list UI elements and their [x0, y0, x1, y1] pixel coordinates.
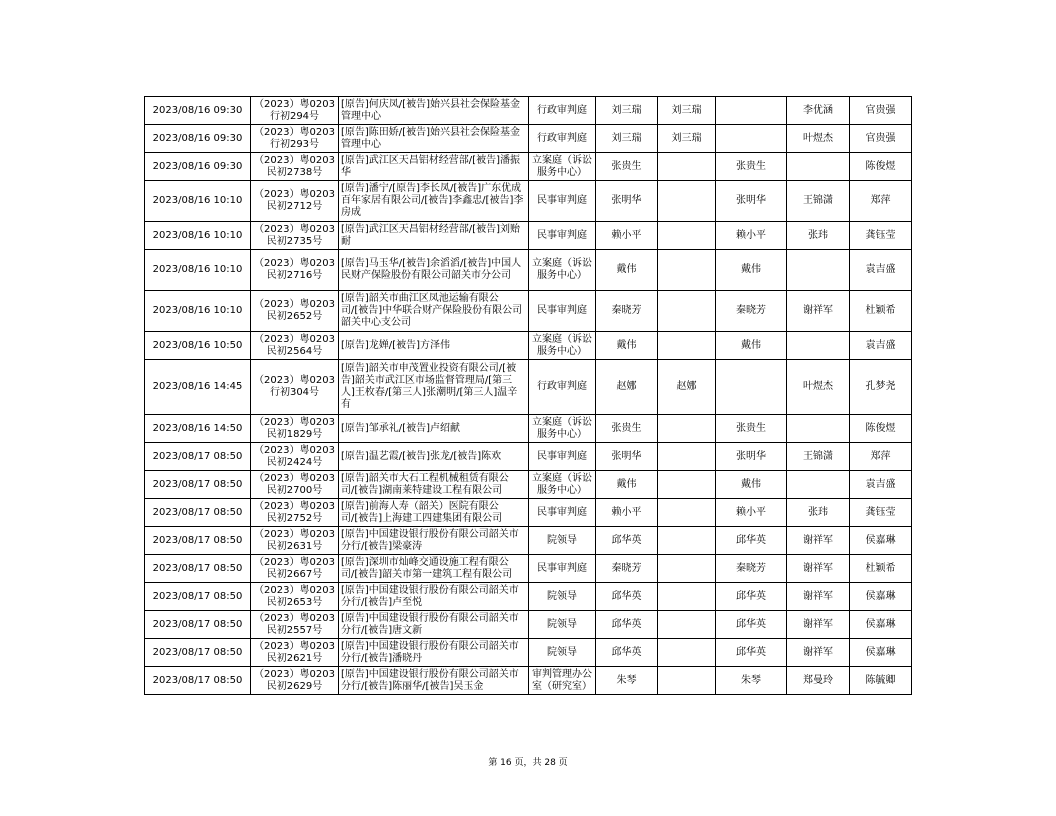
judge-cell-2 — [716, 360, 787, 415]
case-number-cell: （2023）粤0203民初2424号 — [251, 443, 339, 471]
case-number-cell: （2023）粤0203民初2700号 — [251, 471, 339, 499]
presiding-judge-cell: 张明华 — [596, 443, 658, 471]
parties-cell: [原告]中国建设银行股份有限公司韶关市分行/[被告]唐文新 — [339, 611, 529, 639]
tribunal-cell: 院领导 — [529, 639, 596, 667]
judge-cell-2: 戴伟 — [716, 332, 787, 360]
tribunal-cell: 审判管理办公室（研究室） — [529, 667, 596, 695]
table-row — [145, 667, 912, 695]
case-number-cell: （2023）粤0203民初2564号 — [251, 332, 339, 360]
table-row — [145, 291, 912, 332]
parties-cell: [原告]龙婵/[被告]方泽伟 — [339, 332, 529, 360]
hearing-time-cell: 2023/08/16 10:10 — [145, 291, 251, 332]
table-row — [145, 181, 912, 222]
judge-cell — [658, 471, 716, 499]
judge-cell-2: 秦晓芳 — [716, 291, 787, 332]
case-number-cell: （2023）粤0203民初2667号 — [251, 555, 339, 583]
case-number-cell: （2023）粤0203民初2752号 — [251, 499, 339, 527]
presiding-judge-cell: 张贵生 — [596, 153, 658, 181]
tribunal-cell: 院领导 — [529, 527, 596, 555]
assessor-cell: 叶煜杰 — [787, 125, 850, 153]
judge-cell — [658, 222, 716, 250]
clerk-cell: 侯嘉琳 — [850, 639, 912, 667]
judge-cell-2: 戴伟 — [716, 471, 787, 499]
clerk-cell: 陈毓卿 — [850, 667, 912, 695]
table-row — [145, 250, 912, 291]
clerk-cell: 官贵强 — [850, 97, 912, 125]
parties-cell: [原告]深圳市灿峰交通设施工程有限公司/[被告]韶关市第一建筑工程有限公司 — [339, 555, 529, 583]
judge-cell: 赵娜 — [658, 360, 716, 415]
judge-cell — [658, 583, 716, 611]
clerk-cell: 袁吉盛 — [850, 471, 912, 499]
hearing-time-cell: 2023/08/17 08:50 — [145, 527, 251, 555]
hearing-time-cell: 2023/08/16 09:30 — [145, 97, 251, 125]
case-number-cell: （2023）粤0203民初2631号 — [251, 527, 339, 555]
judge-cell-2: 邱华英 — [716, 611, 787, 639]
judge-cell — [658, 415, 716, 443]
judge-cell — [658, 527, 716, 555]
case-number-cell: （2023）粤0203民初2621号 — [251, 639, 339, 667]
assessor-cell: 谢祥军 — [787, 611, 850, 639]
presiding-judge-cell: 赖小平 — [596, 222, 658, 250]
tribunal-cell: 民事审判庭 — [529, 291, 596, 332]
parties-cell: [原告]韶关市曲江区凤池运输有限公司/[被告]中华联合财产保险股份有限公司韶关中心支公司 — [339, 291, 529, 332]
parties-cell: [原告]中国建设银行股份有限公司韶关市分行/[被告]潘晓丹 — [339, 639, 529, 667]
tribunal-cell: 立案庭（诉讼服务中心） — [529, 471, 596, 499]
judge-cell — [658, 153, 716, 181]
hearing-time-cell: 2023/08/16 10:50 — [145, 332, 251, 360]
presiding-judge-cell: 戴伟 — [596, 471, 658, 499]
judge-cell — [658, 291, 716, 332]
case-number-cell: （2023）粤0203行初304号 — [251, 360, 339, 415]
assessor-cell: 叶煜杰 — [787, 360, 850, 415]
tribunal-cell: 立案庭（诉讼服务中心） — [529, 415, 596, 443]
judge-cell-2: 邱华英 — [716, 527, 787, 555]
clerk-cell: 龚钰莹 — [850, 222, 912, 250]
judge-cell-2: 邱华英 — [716, 583, 787, 611]
case-number-cell: （2023）粤0203民初2652号 — [251, 291, 339, 332]
tribunal-cell: 民事审判庭 — [529, 222, 596, 250]
judge-cell-2: 秦晓芳 — [716, 555, 787, 583]
table-row — [145, 583, 912, 611]
judge-cell-2 — [716, 97, 787, 125]
judge-cell — [658, 639, 716, 667]
judge-cell-2: 赖小平 — [716, 499, 787, 527]
parties-cell: [原告]中国建设银行股份有限公司韶关市分行/[被告]梁豪涛 — [339, 527, 529, 555]
judge-cell-2: 戴伟 — [716, 250, 787, 291]
clerk-cell: 侯嘉琳 — [850, 527, 912, 555]
page-footer: 第 16 页，共 28 页 — [488, 758, 568, 768]
tribunal-cell: 行政审判庭 — [529, 360, 596, 415]
table-row — [145, 332, 912, 360]
judge-cell-2: 邱华英 — [716, 639, 787, 667]
tribunal-cell: 民事审判庭 — [529, 555, 596, 583]
table-row — [145, 499, 912, 527]
table-row — [145, 443, 912, 471]
case-number-cell: （2023）粤0203民初2557号 — [251, 611, 339, 639]
assessor-cell: 谢祥军 — [787, 555, 850, 583]
hearing-time-cell: 2023/08/17 08:50 — [145, 611, 251, 639]
judge-cell — [658, 611, 716, 639]
presiding-judge-cell: 张贵生 — [596, 415, 658, 443]
clerk-cell: 杜颖希 — [850, 291, 912, 332]
judge-cell-2: 张贵生 — [716, 153, 787, 181]
judge-cell-2: 赖小平 — [716, 222, 787, 250]
assessor-cell — [787, 153, 850, 181]
table-row — [145, 527, 912, 555]
presiding-judge-cell: 邱华英 — [596, 639, 658, 667]
parties-cell: [原告]陈田娇/[被告]始兴县社会保险基金管理中心 — [339, 125, 529, 153]
table-row — [145, 125, 912, 153]
assessor-cell: 郑曼玲 — [787, 667, 850, 695]
table-row — [145, 97, 912, 125]
parties-cell: [原告]前海人寿（韶关）医院有限公司/[被告]上海建工四建集团有限公司 — [339, 499, 529, 527]
case-number-cell: （2023）粤0203民初2653号 — [251, 583, 339, 611]
assessor-cell: 谢祥军 — [787, 527, 850, 555]
case-number-cell: （2023）粤0203民初2735号 — [251, 222, 339, 250]
judge-cell-2: 朱琴 — [716, 667, 787, 695]
tribunal-cell: 民事审判庭 — [529, 181, 596, 222]
parties-cell: [原告]武江区天昌铝材经营部/[被告]潘振华 — [339, 153, 529, 181]
judge-cell — [658, 332, 716, 360]
assessor-cell: 张玮 — [787, 499, 850, 527]
case-number-cell: （2023）粤0203行初293号 — [251, 125, 339, 153]
judge-cell-2: 张贵生 — [716, 415, 787, 443]
tribunal-cell: 立案庭（诉讼服务中心） — [529, 250, 596, 291]
presiding-judge-cell: 秦晓芳 — [596, 291, 658, 332]
parties-cell: [原告]韶关市申茂置业投资有限公司/[被告]韶关市武江区市场监督管理局/[第三人]王枚春/[第三人]张潮明/[第三人]温辛有 — [339, 360, 529, 415]
judge-cell — [658, 499, 716, 527]
assessor-cell — [787, 250, 850, 291]
hearing-time-cell: 2023/08/17 08:50 — [145, 667, 251, 695]
clerk-cell: 孔梦尧 — [850, 360, 912, 415]
tribunal-cell: 立案庭（诉讼服务中心） — [529, 153, 596, 181]
assessor-cell: 张玮 — [787, 222, 850, 250]
presiding-judge-cell: 邱华英 — [596, 611, 658, 639]
case-number-cell: （2023）粤0203民初2738号 — [251, 153, 339, 181]
presiding-judge-cell: 赵娜 — [596, 360, 658, 415]
clerk-cell: 陈俊煜 — [850, 415, 912, 443]
case-number-cell: （2023）粤0203行初294号 — [251, 97, 339, 125]
presiding-judge-cell: 秦晓芳 — [596, 555, 658, 583]
presiding-judge-cell: 赖小平 — [596, 499, 658, 527]
case-number-cell: （2023）粤0203民初2712号 — [251, 181, 339, 222]
hearing-time-cell: 2023/08/17 08:50 — [145, 499, 251, 527]
judge-cell: 刘三瑞 — [658, 97, 716, 125]
table-row — [145, 222, 912, 250]
table-body — [145, 97, 912, 695]
table-row — [145, 639, 912, 667]
assessor-cell: 谢祥军 — [787, 291, 850, 332]
tribunal-cell: 民事审判庭 — [529, 443, 596, 471]
parties-cell: [原告]何庆凤/[被告]始兴县社会保险基金管理中心 — [339, 97, 529, 125]
tribunal-cell: 院领导 — [529, 583, 596, 611]
hearing-time-cell: 2023/08/16 14:45 — [145, 360, 251, 415]
clerk-cell: 袁吉盛 — [850, 332, 912, 360]
clerk-cell: 袁吉盛 — [850, 250, 912, 291]
clerk-cell: 杜颖希 — [850, 555, 912, 583]
hearing-time-cell: 2023/08/16 10:10 — [145, 222, 251, 250]
hearing-time-cell: 2023/08/16 09:30 — [145, 125, 251, 153]
table-row — [145, 611, 912, 639]
judge-cell-2: 张明华 — [716, 181, 787, 222]
parties-cell: [原告]潘宁/[原告]李长凤/[被告]广东优成百年家居有限公司/[被告]李鑫忠/[被告]李房成 — [339, 181, 529, 222]
case-number-cell: （2023）粤0203民初1829号 — [251, 415, 339, 443]
clerk-cell: 官贵强 — [850, 125, 912, 153]
case-number-cell: （2023）粤0203民初2716号 — [251, 250, 339, 291]
hearing-time-cell: 2023/08/17 08:50 — [145, 639, 251, 667]
judge-cell — [658, 443, 716, 471]
judge-cell: 刘三瑞 — [658, 125, 716, 153]
hearing-time-cell: 2023/08/17 08:50 — [145, 583, 251, 611]
judge-cell — [658, 555, 716, 583]
hearing-time-cell: 2023/08/17 08:50 — [145, 443, 251, 471]
table-row — [145, 555, 912, 583]
assessor-cell: 王锦潇 — [787, 181, 850, 222]
parties-cell: [原告]武江区天昌铝材经营部/[被告]刘贻耐 — [339, 222, 529, 250]
presiding-judge-cell: 刘三瑞 — [596, 125, 658, 153]
presiding-judge-cell: 朱琴 — [596, 667, 658, 695]
judge-cell — [658, 250, 716, 291]
parties-cell: [原告]邹承礼/[被告]卢绍献 — [339, 415, 529, 443]
parties-cell: [原告]温艺霞/[被告]张龙/[被告]陈欢 — [339, 443, 529, 471]
tribunal-cell: 行政审判庭 — [529, 125, 596, 153]
assessor-cell: 谢祥军 — [787, 639, 850, 667]
assessor-cell — [787, 471, 850, 499]
hearing-time-cell: 2023/08/17 08:50 — [145, 555, 251, 583]
assessor-cell: 谢祥军 — [787, 583, 850, 611]
clerk-cell: 侯嘉琳 — [850, 583, 912, 611]
clerk-cell: 郑萍 — [850, 443, 912, 471]
tribunal-cell: 立案庭（诉讼服务中心） — [529, 332, 596, 360]
parties-cell: [原告]中国建设银行股份有限公司韶关市分行/[被告]陈丽华/[被告]吴玉金 — [339, 667, 529, 695]
hearing-time-cell: 2023/08/16 10:10 — [145, 250, 251, 291]
hearing-time-cell: 2023/08/16 14:50 — [145, 415, 251, 443]
hearing-time-cell: 2023/08/16 10:10 — [145, 181, 251, 222]
tribunal-cell: 院领导 — [529, 611, 596, 639]
tribunal-cell: 民事审判庭 — [529, 499, 596, 527]
parties-cell: [原告]韶关市大石工程机械租赁有限公司/[被告]湖南莱特建设工程有限公司 — [339, 471, 529, 499]
assessor-cell — [787, 415, 850, 443]
parties-cell: [原告]马玉华/[被告]余滔滔/[被告]中国人民财产保险股份有限公司韶关市分公司 — [339, 250, 529, 291]
table-row — [145, 415, 912, 443]
table-row — [145, 153, 912, 181]
assessor-cell — [787, 332, 850, 360]
judge-cell-2 — [716, 125, 787, 153]
presiding-judge-cell: 邱华英 — [596, 527, 658, 555]
judge-cell-2: 张明华 — [716, 443, 787, 471]
hearing-time-cell: 2023/08/17 08:50 — [145, 471, 251, 499]
table-row — [145, 360, 912, 415]
hearing-time-cell: 2023/08/16 09:30 — [145, 153, 251, 181]
judge-cell — [658, 181, 716, 222]
clerk-cell: 郑萍 — [850, 181, 912, 222]
parties-cell: [原告]中国建设银行股份有限公司韶关市分行/[被告]卢至悦 — [339, 583, 529, 611]
presiding-judge-cell: 戴伟 — [596, 250, 658, 291]
hearing-schedule-table — [144, 96, 912, 695]
tribunal-cell: 行政审判庭 — [529, 97, 596, 125]
assessor-cell: 王锦潇 — [787, 443, 850, 471]
assessor-cell: 李优涵 — [787, 97, 850, 125]
case-number-cell: （2023）粤0203民初2629号 — [251, 667, 339, 695]
clerk-cell: 陈俊煜 — [850, 153, 912, 181]
judge-cell — [658, 667, 716, 695]
clerk-cell: 侯嘉琳 — [850, 611, 912, 639]
presiding-judge-cell: 邱华英 — [596, 583, 658, 611]
clerk-cell: 龚钰莹 — [850, 499, 912, 527]
presiding-judge-cell: 张明华 — [596, 181, 658, 222]
presiding-judge-cell: 刘三瑞 — [596, 97, 658, 125]
presiding-judge-cell: 戴伟 — [596, 332, 658, 360]
table-row — [145, 471, 912, 499]
